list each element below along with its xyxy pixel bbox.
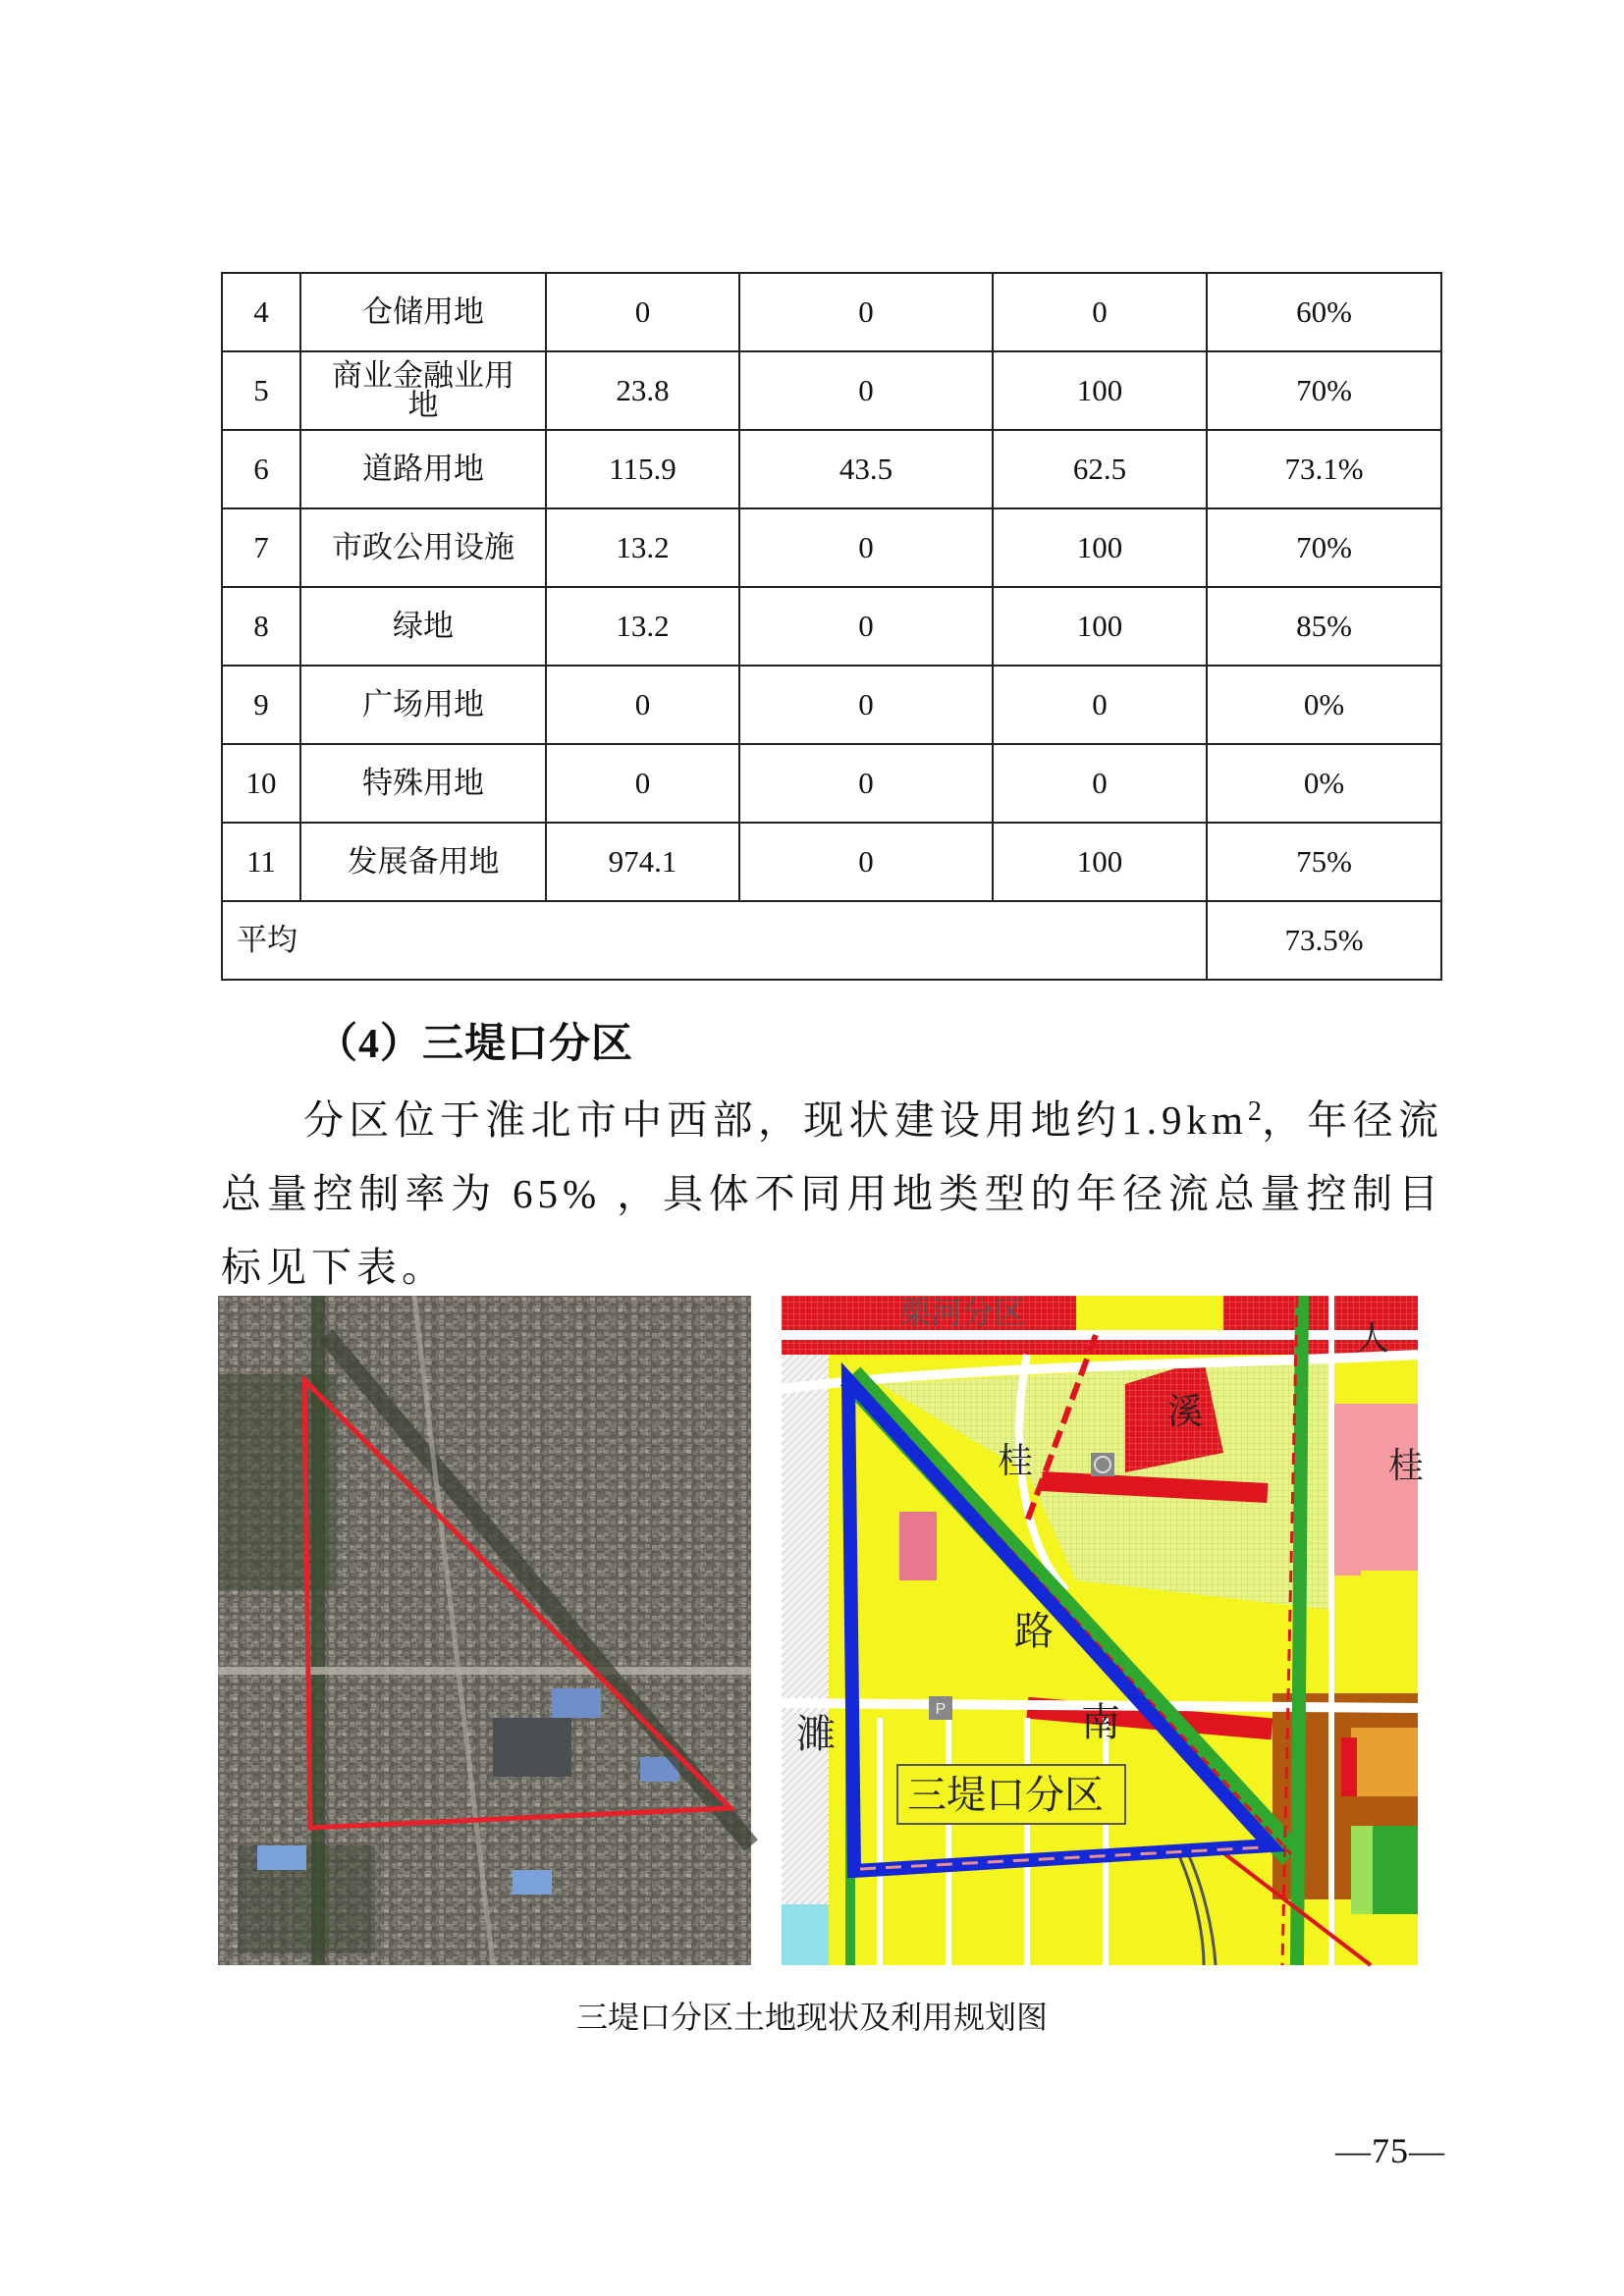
- cell-value-3: 0: [993, 744, 1207, 823]
- cell-land-type: 广场用地: [300, 666, 546, 744]
- cell-value-3: 0: [993, 273, 1207, 351]
- cell-no: 9: [222, 666, 300, 744]
- figure-caption: 三堤口分区土地现状及利用规划图: [575, 2000, 1048, 2035]
- cell-value-3: 0: [993, 666, 1207, 744]
- cell-control-rate: 70%: [1207, 351, 1441, 430]
- cell-control-rate: 60%: [1207, 273, 1441, 351]
- cell-value-2: 0: [739, 587, 993, 666]
- section-paragraph: [221, 1075, 1443, 1305]
- cell-no: 6: [222, 430, 300, 508]
- cell-value-1: 0: [546, 273, 739, 351]
- cell-value-1: 115.9: [546, 430, 739, 508]
- cell-value-1: 0: [546, 744, 739, 823]
- cell-value-1: 0: [546, 666, 739, 744]
- cell-value-1: 974.1: [546, 823, 739, 901]
- cell-land-type: 仓储用地: [300, 273, 546, 351]
- cell-land-type: 商业金融业用地: [300, 351, 546, 430]
- cell-value-3: 100: [993, 587, 1207, 666]
- cell-control-rate: 85%: [1207, 587, 1441, 666]
- cell-no: 11: [222, 823, 300, 901]
- label-nan: 南: [1081, 1700, 1120, 1745]
- para-superscript: 2: [1247, 1096, 1262, 1127]
- table-row: [222, 273, 1441, 351]
- cell-value-2: 0: [739, 508, 993, 587]
- cell-no: 10: [222, 744, 300, 823]
- parking-label: P: [935, 1701, 947, 1718]
- cell-land-type: 市政公用设施: [300, 508, 546, 587]
- page-number: —75—: [1335, 2131, 1445, 2170]
- cell-no: 7: [222, 508, 300, 587]
- cell-land-type: 发展备用地: [300, 823, 546, 901]
- planning-map: [782, 1294, 1425, 1965]
- label-ren: 人: [1356, 1319, 1389, 1359]
- cell-value-1: 13.2: [546, 587, 739, 666]
- label-xi: 溪: [1167, 1392, 1204, 1432]
- cell-value-2: 0: [739, 351, 993, 430]
- cell-land-type: 特殊用地: [300, 744, 546, 823]
- label-sui: 濉: [796, 1712, 836, 1757]
- cell-value-2: 0: [739, 273, 993, 351]
- cell-control-rate: 0%: [1207, 666, 1441, 744]
- table-row: [222, 823, 1441, 901]
- cell-no: 5: [222, 351, 300, 430]
- cell-value-2: 0: [739, 744, 993, 823]
- average-value: 73.5%: [1207, 901, 1441, 980]
- cell-value-2: 0: [739, 666, 993, 744]
- cell-no: 4: [222, 273, 300, 351]
- cell-land-type: 道路用地: [300, 430, 546, 508]
- para-text-2: ，年径流总量控制率为 65% ，具体不同用地类型的年径流总量控制目标见下表。: [221, 1097, 1443, 1290]
- section-heading: （4）三堤口分区: [316, 1022, 634, 1067]
- label-gui-right: 桂: [1388, 1446, 1425, 1486]
- cell-value-2: 0: [739, 823, 993, 901]
- table-row: [222, 666, 1441, 744]
- cell-value-3: 100: [993, 351, 1207, 430]
- table-row: [222, 508, 1441, 587]
- cell-value-3: 100: [993, 508, 1207, 587]
- table-row: [222, 430, 1441, 508]
- average-label: 平均: [222, 901, 1207, 980]
- label-gui: 桂: [998, 1441, 1034, 1481]
- cell-control-rate: 70%: [1207, 508, 1441, 587]
- para-text-1: 分区位于淮北市中西部，现状建设用地约1.9km: [303, 1097, 1248, 1143]
- planning-svg: [782, 1294, 1425, 1965]
- cell-no: 8: [222, 587, 300, 666]
- cell-control-rate: 75%: [1207, 823, 1441, 901]
- table-row: [222, 744, 1441, 823]
- cell-value-1: 13.2: [546, 508, 739, 587]
- land-use-table: [221, 272, 1442, 981]
- cell-value-2: 43.5: [739, 430, 993, 508]
- cell-land-type: 绿地: [300, 587, 546, 666]
- table-row: [222, 351, 1441, 430]
- table-row: [222, 587, 1441, 666]
- cell-control-rate: 0%: [1207, 744, 1441, 823]
- cell-value-3: 100: [993, 823, 1207, 901]
- cell-value-3: 62.5: [993, 430, 1207, 508]
- satellite-svg: [218, 1296, 751, 1965]
- satellite-image: [218, 1296, 751, 1965]
- cell-value-1: 23.8: [546, 351, 739, 430]
- label-zone: 三堤口分区: [907, 1773, 1104, 1818]
- cell-control-rate: 73.1%: [1207, 430, 1441, 508]
- table-average-row: [222, 901, 1441, 980]
- label-top-district: 栗河分区: [899, 1294, 1026, 1331]
- label-lu: 路: [1014, 1609, 1054, 1654]
